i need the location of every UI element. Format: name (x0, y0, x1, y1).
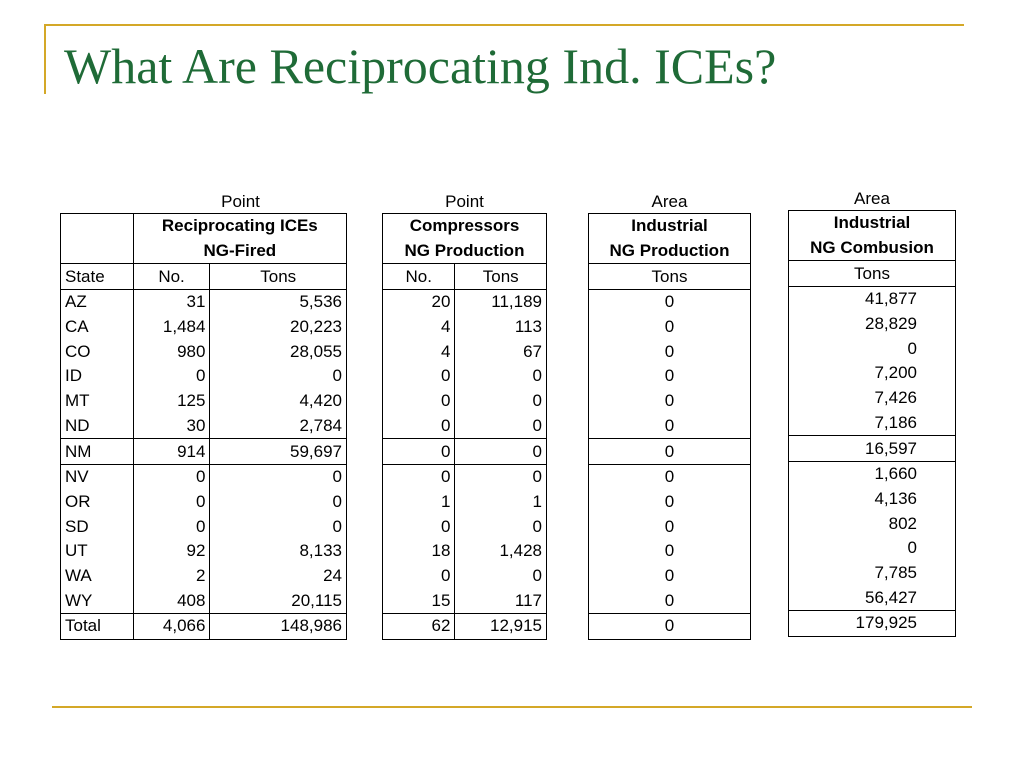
table-row (61, 514, 347, 539)
table-row (61, 315, 347, 340)
state-cell: WA (61, 564, 134, 589)
table-row (589, 364, 751, 389)
footer-line (52, 706, 972, 708)
industrial-production-tons-cell: 0 (589, 539, 751, 564)
table-row (789, 436, 956, 462)
industrial-combustion-tons-cell: 16,597 (789, 436, 956, 462)
state-header-blank2 (61, 239, 134, 264)
table-row (383, 290, 547, 315)
industrial-production-tons-cell: 0 (589, 614, 751, 640)
industrial-production-tons-cell: 0 (589, 364, 751, 389)
table-row (789, 386, 956, 411)
industrial-combustion-tons-cell: 7,200 (789, 361, 956, 386)
recip-tons-cell: 8,133 (210, 539, 347, 564)
industrial-combustion-tons-cell: 7,426 (789, 386, 956, 411)
state-cell: Total (61, 614, 134, 640)
recip-tons-cell: 0 (210, 364, 347, 389)
table-row (61, 464, 347, 489)
recip-no-cell: 30 (133, 414, 210, 439)
industrial-production-tons-cell: 0 (589, 514, 751, 539)
table-row (589, 514, 751, 539)
industrial-production-tons-cell: 0 (589, 414, 751, 439)
table-row (789, 361, 956, 386)
industrial-production-tons-cell: 0 (589, 389, 751, 414)
table-row (589, 539, 751, 564)
table-row (61, 414, 347, 439)
compressors-header2: NG Production (383, 239, 547, 264)
slide-title: What Are Reciprocating Ind. ICEs? (64, 38, 777, 94)
compressors-tons-column-header: Tons (455, 264, 547, 290)
state-cell: AZ (61, 290, 134, 315)
industrial-combustion-tons-cell: 7,186 (789, 411, 956, 436)
industrial-production-tons-cell: 0 (589, 290, 751, 315)
state-header-blank (61, 214, 134, 239)
state-column-header: State (61, 264, 134, 290)
table-row (589, 490, 751, 515)
recip-no-cell: 408 (133, 588, 210, 613)
compressors-tons-cell: 12,915 (455, 614, 547, 640)
recip-no-cell: 2 (133, 564, 210, 589)
compressors-no-cell: 1 (383, 490, 455, 515)
recip-tons-cell: 0 (210, 490, 347, 515)
state-cell: CO (61, 339, 134, 364)
industrial-combustion-tons-cell: 28,829 (789, 312, 956, 337)
table-row (61, 339, 347, 364)
table-row (589, 464, 751, 489)
table-row (789, 287, 956, 312)
table-row (61, 290, 347, 315)
recip-tons-cell: 0 (210, 514, 347, 539)
industrial-production-table (588, 213, 751, 640)
industrial-combustion-header1: Industrial (789, 211, 956, 236)
compressors-no-cell: 0 (383, 414, 455, 439)
compressors-no-cell: 0 (383, 389, 455, 414)
table-row (61, 389, 347, 414)
industrial-combustion-tons-cell: 56,427 (789, 585, 956, 610)
table-row (383, 564, 547, 589)
state-cell: WY (61, 588, 134, 613)
compressors-no-cell: 0 (383, 439, 455, 465)
compressors-no-cell: 0 (383, 464, 455, 489)
industrial-production-header1: Industrial (589, 214, 751, 239)
state-cell: OR (61, 490, 134, 515)
state-cell: NV (61, 464, 134, 489)
recip-tons-cell: 20,223 (210, 315, 347, 340)
state-cell: SD (61, 514, 134, 539)
compressors-no-cell: 0 (383, 514, 455, 539)
compressors-no-cell: 0 (383, 364, 455, 389)
table-row (789, 611, 956, 637)
compressors-tons-cell: 117 (455, 588, 547, 613)
industrial-combustion-header2: NG Combusion (789, 236, 956, 261)
state-cell: MT (61, 389, 134, 414)
industrial-production-tons-cell: 0 (589, 564, 751, 589)
table-row (61, 564, 347, 589)
industrial-production-tons-column-header: Tons (589, 264, 751, 290)
industrial-production-header2: NG Production (589, 239, 751, 264)
compressors-no-cell: 18 (383, 539, 455, 564)
table-row (383, 539, 547, 564)
compressors-tons-cell: 0 (455, 514, 547, 539)
table-row (589, 614, 751, 640)
industrial-combustion-table (788, 210, 956, 637)
table-row (383, 490, 547, 515)
table-row (589, 290, 751, 315)
state-cell: UT (61, 539, 134, 564)
compressors-no-cell: 4 (383, 339, 455, 364)
compressors-tons-cell: 113 (455, 315, 547, 340)
compressors-tons-cell: 1,428 (455, 539, 547, 564)
recip-no-cell: 0 (133, 364, 210, 389)
table-row (589, 588, 751, 613)
recip-tons-cell: 24 (210, 564, 347, 589)
compressors-no-cell: 15 (383, 588, 455, 613)
table-row (383, 588, 547, 613)
recip-no-cell: 92 (133, 539, 210, 564)
recip-group-label: Point (221, 192, 260, 211)
compressors-table (382, 213, 547, 640)
table-row (589, 439, 751, 465)
table-row (383, 339, 547, 364)
table-row (589, 414, 751, 439)
industrial-production-tons-cell: 0 (589, 464, 751, 489)
accent-vertical-line (44, 24, 46, 94)
state-cell: NM (61, 439, 134, 465)
compressors-tons-cell: 0 (455, 364, 547, 389)
compressors-tons-cell: 0 (455, 439, 547, 465)
table-row (383, 464, 547, 489)
industrial-combustion-tons-cell: 179,925 (789, 611, 956, 637)
industrial-production-tons-cell: 0 (589, 490, 751, 515)
recip-tons-cell: 4,420 (210, 389, 347, 414)
table-row (383, 439, 547, 465)
table-row (789, 336, 956, 361)
industrial-combustion-group-label: Area (854, 189, 890, 208)
table-row (61, 439, 347, 465)
compressors-tons-cell: 67 (455, 339, 547, 364)
table-row (789, 511, 956, 536)
recip-tons-cell: 2,784 (210, 414, 347, 439)
compressors-no-cell: 4 (383, 315, 455, 340)
state-cell: CA (61, 315, 134, 340)
compressors-tons-cell: 11,189 (455, 290, 547, 315)
table-row (789, 411, 956, 436)
table-row (589, 389, 751, 414)
compressors-no-cell: 62 (383, 614, 455, 640)
industrial-combustion-tons-cell: 4,136 (789, 487, 956, 512)
recip-tons-cell: 59,697 (210, 439, 347, 465)
recip-tons-column-header: Tons (210, 264, 347, 290)
table-row (383, 364, 547, 389)
table-row (789, 312, 956, 337)
compressors-no-cell: 20 (383, 290, 455, 315)
table-row (589, 315, 751, 340)
recip-header1: Reciprocating ICEs (133, 214, 346, 239)
recip-no-cell: 125 (133, 389, 210, 414)
table-row (61, 490, 347, 515)
recip-no-cell: 0 (133, 490, 210, 515)
table-row (789, 561, 956, 586)
industrial-combustion-tons-column-header: Tons (789, 261, 956, 287)
recip-no-cell: 0 (133, 514, 210, 539)
table-row (589, 339, 751, 364)
industrial-combustion-tons-cell: 1,660 (789, 461, 956, 486)
table-row (789, 536, 956, 561)
table-row (61, 539, 347, 564)
compressors-no-column-header: No. (383, 264, 455, 290)
industrial-production-tons-cell: 0 (589, 315, 751, 340)
compressors-no-cell: 0 (383, 564, 455, 589)
accent-horizontal-line (44, 24, 964, 26)
recip-header2: NG-Fired (133, 239, 346, 264)
table-row (383, 315, 547, 340)
state-cell: ID (61, 364, 134, 389)
table-row (383, 614, 547, 640)
recip-no-cell: 980 (133, 339, 210, 364)
compressors-tons-cell: 0 (455, 389, 547, 414)
recip-tons-cell: 0 (210, 464, 347, 489)
compressors-tons-cell: 0 (455, 414, 547, 439)
industrial-combustion-tons-cell: 0 (789, 536, 956, 561)
table-row (383, 514, 547, 539)
industrial-production-tons-cell: 0 (589, 588, 751, 613)
industrial-production-tons-cell: 0 (589, 439, 751, 465)
compressors-tons-cell: 0 (455, 464, 547, 489)
recip-no-cell: 0 (133, 464, 210, 489)
recip-tons-cell: 5,536 (210, 290, 347, 315)
compressors-tons-cell: 0 (455, 564, 547, 589)
table-row (61, 588, 347, 613)
industrial-combustion-tons-cell: 0 (789, 336, 956, 361)
industrial-production-tons-cell: 0 (589, 339, 751, 364)
table-row (789, 585, 956, 610)
compressors-group-label: Point (445, 192, 484, 211)
industrial-combustion-tons-cell: 7,785 (789, 561, 956, 586)
table-row (61, 614, 347, 640)
industrial-production-group-label: Area (651, 192, 688, 211)
recip-no-cell: 4,066 (133, 614, 210, 640)
table-row (589, 564, 751, 589)
table-row (61, 364, 347, 389)
table-row (383, 414, 547, 439)
state-cell: ND (61, 414, 134, 439)
industrial-combustion-tons-cell: 802 (789, 511, 956, 536)
compressors-header1: Compressors (383, 214, 547, 239)
table-row (789, 461, 956, 486)
recip-tons-cell: 148,986 (210, 614, 347, 640)
recip-ices-table (60, 213, 347, 640)
table-row (383, 389, 547, 414)
recip-no-cell: 1,484 (133, 315, 210, 340)
compressors-tons-cell: 1 (455, 490, 547, 515)
industrial-combustion-tons-cell: 41,877 (789, 287, 956, 312)
recip-tons-cell: 28,055 (210, 339, 347, 364)
recip-no-cell: 914 (133, 439, 210, 465)
recip-no-column-header: No. (133, 264, 210, 290)
recip-tons-cell: 20,115 (210, 588, 347, 613)
table-row (789, 487, 956, 512)
recip-no-cell: 31 (133, 290, 210, 315)
